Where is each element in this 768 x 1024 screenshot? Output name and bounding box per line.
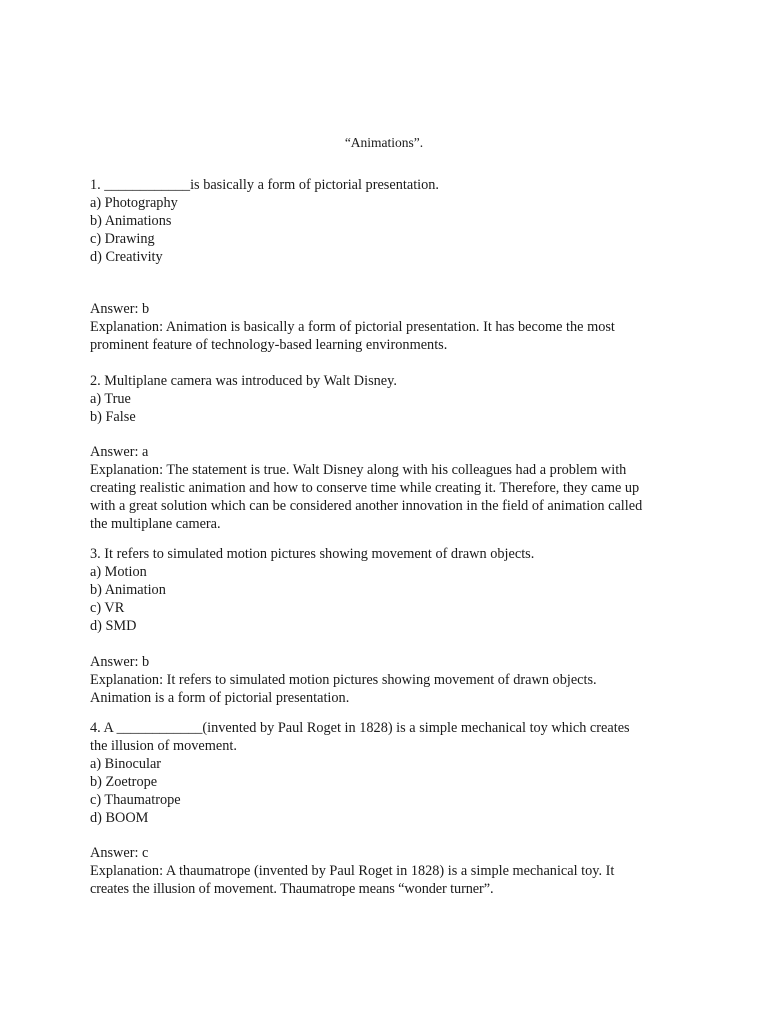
- explanation-line: Explanation: It refers to simulated motion pictures showing movement of drawn objects.: [90, 672, 597, 688]
- option-a: a) Photography: [90, 195, 178, 211]
- option-b: b) Animations: [90, 213, 172, 229]
- option-b: b) Zoetrope: [90, 774, 158, 790]
- option-d: d) BOOM: [90, 810, 149, 826]
- question-1: [90, 176, 690, 266]
- question-3: [90, 545, 690, 635]
- explanation-line: creates the illusion of movement. Thaumatrope means “wonder turner”.: [90, 881, 494, 897]
- question-4: [90, 719, 690, 827]
- option-a: a) Motion: [90, 564, 147, 580]
- answer-text: Answer: c: [90, 845, 149, 861]
- answer-text: Answer: b: [90, 654, 150, 670]
- explanation-line: with a great solution which can be considered another innovation in the field of animation called: [90, 498, 643, 514]
- explanation-line: the multiplane camera.: [90, 516, 221, 532]
- question-text: the illusion of movement.: [90, 738, 237, 754]
- explanation-line: Explanation: A thaumatrope (invented by Paul Roget in 1828) is a simple mechanical toy. It: [90, 863, 615, 879]
- option-d: d) Creativity: [90, 249, 163, 265]
- option-c: c) Thaumatrope: [90, 792, 181, 808]
- question-text: 3. It refers to simulated motion pictures showing movement of drawn objects.: [90, 546, 535, 562]
- question-text: 4. A ____________(invented by Paul Roget in 1828) is a simple mechanical toy which creates: [90, 720, 630, 736]
- explanation-line: creating realistic animation and how to conserve time while creating it. Therefore, they came up: [90, 480, 640, 496]
- option-b: b) Animation: [90, 582, 166, 598]
- option-b: b) False: [90, 409, 136, 425]
- answer-text: Answer: b: [90, 301, 150, 317]
- option-c: c) VR: [90, 600, 125, 616]
- answer-1: [90, 300, 690, 354]
- option-d: d) SMD: [90, 618, 137, 634]
- answer-4: [90, 844, 690, 898]
- option-c: c) Drawing: [90, 231, 155, 247]
- explanation-line: Explanation: Animation is basically a form of pictorial presentation. It has become the most: [90, 319, 615, 335]
- question-text: 1. ____________is basically a form of pictorial presentation.: [90, 177, 440, 193]
- answer-3: [90, 653, 690, 707]
- question-text: 2. Multiplane camera was introduced by Walt Disney.: [90, 373, 397, 389]
- option-a: a) Binocular: [90, 756, 162, 772]
- explanation-line: prominent feature of technology-based learning environments.: [90, 337, 448, 353]
- explanation-line: Animation is a form of pictorial presentation.: [90, 690, 350, 706]
- answer-2: [90, 443, 690, 533]
- explanation-line: Explanation: The statement is true. Walt Disney along with his colleagues had a problem with: [90, 462, 627, 478]
- question-2: [90, 372, 690, 426]
- answer-text: Answer: a: [90, 444, 149, 460]
- document-title: “Animations”.: [344, 135, 424, 150]
- option-a: a) True: [90, 391, 131, 407]
